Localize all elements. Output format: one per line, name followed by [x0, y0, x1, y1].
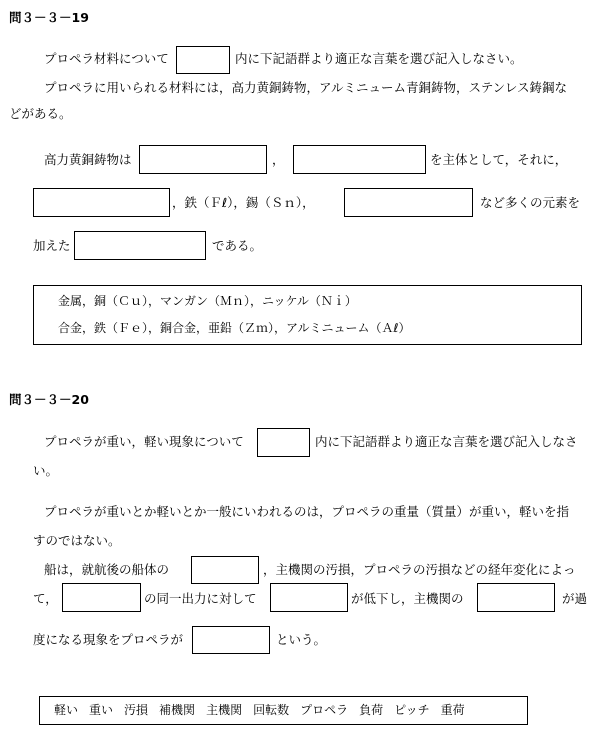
q20-instruction-line2: い。	[33, 463, 59, 478]
q20-word-option: プロペラ	[300, 703, 349, 717]
q20-word-option: 主機関	[206, 703, 243, 717]
q19-word-bank	[33, 285, 582, 345]
q19-sentence1-a: 高力黄銅鋳物は	[44, 152, 132, 167]
q20-word-list	[54, 704, 476, 716]
q20-sentence1-b: ，主機関の汚損，プロペラの汚損などの経年変化によっ	[263, 562, 576, 577]
q20-sentence3-b: という。	[276, 632, 327, 647]
q19-sample-blank	[176, 46, 230, 74]
q20-blank-2[interactable]	[62, 583, 141, 612]
q20-sentence3-a: 度になる現象をプロペラが	[33, 632, 184, 647]
q20-word-option: 負荷	[359, 703, 384, 717]
q19-paragraph-line1: プロペラに用いられる材料には，高力黄銅鋳物，アルミニューム青銅鋳物，ステンレス鋳鋼な	[44, 80, 567, 95]
q20-blank-3[interactable]	[270, 583, 348, 612]
q20-sample-blank	[257, 428, 310, 457]
q20-sentence2-b: の同一出力に対して	[144, 591, 257, 606]
q19-sentence2-a: ，鉄（Ｆℓ），錫（Ｓｎ），	[172, 195, 315, 210]
q19-word-bank-line1: 金属，銅（Ｃｕ），マンガン（Ｍｎ），ニッケル（Ｎｉ）	[58, 294, 357, 308]
q20-blank-4[interactable]	[477, 583, 555, 612]
q19-number: 問３－３－19	[9, 10, 89, 25]
q19-blank-3[interactable]	[33, 188, 170, 217]
q20-word-option: ピッチ	[394, 703, 430, 717]
q19-blank-1[interactable]	[139, 145, 267, 174]
q20-paragraph-line2: すのではない。	[33, 533, 121, 548]
q20-sentence1-a: 船は，就航後の船体の	[44, 562, 170, 577]
q20-word-option: 軽い	[54, 703, 79, 717]
q20-word-option: 汚損	[124, 703, 149, 717]
q19-sentence1-c: を主体として，それに，	[430, 152, 568, 167]
q19-blank-5[interactable]	[74, 231, 206, 260]
q20-instruction-post: 内に下記語群より適正な言葉を選び記入しなさ	[315, 434, 578, 449]
q20-word-option: 重い	[89, 703, 114, 717]
q20-sentence2-d: が過	[562, 591, 588, 606]
q19-sentence3-a: 加えた	[33, 238, 71, 253]
q20-sentence2-c: が低下し，主機関の	[351, 591, 464, 606]
q19-sentence2-b: など多くの元素を	[480, 195, 581, 210]
q19-word-bank-line2: 合金，鉄（Ｆｅ），銅合金，亜鉛（Ｚｍ），アルミニューム（Ａℓ）	[58, 321, 411, 335]
q20-number: 問３－３－20	[9, 392, 89, 407]
q20-sentence2-a: て，	[33, 591, 58, 606]
q19-sentence3-b: である。	[212, 238, 263, 253]
q19-sentence1-b: ，	[272, 152, 285, 167]
q20-blank-1[interactable]	[191, 556, 259, 584]
q20-word-option: 補機関	[159, 703, 196, 717]
q20-paragraph-line1: プロペラが重いとか軽いとか一般にいわれるのは，プロペラの重量（質量）が重い，軽いを指	[44, 504, 570, 519]
q19-paragraph-line2: どがある。	[9, 106, 72, 121]
q19-blank-4[interactable]	[344, 188, 473, 217]
q20-word-bank	[39, 696, 528, 725]
q19-instruction-post: 内に下記語群より適正な言葉を選び記入しなさい。	[235, 51, 523, 66]
q19-blank-2[interactable]	[293, 145, 426, 174]
q20-blank-5[interactable]	[192, 626, 270, 654]
q20-word-option: 回転数	[253, 703, 290, 717]
q19-instruction-pre: プロペラ材料について	[44, 51, 169, 66]
q20-instruction-pre: プロペラが重い，軽い現象について	[44, 434, 244, 449]
q20-word-option: 重荷	[440, 703, 465, 717]
